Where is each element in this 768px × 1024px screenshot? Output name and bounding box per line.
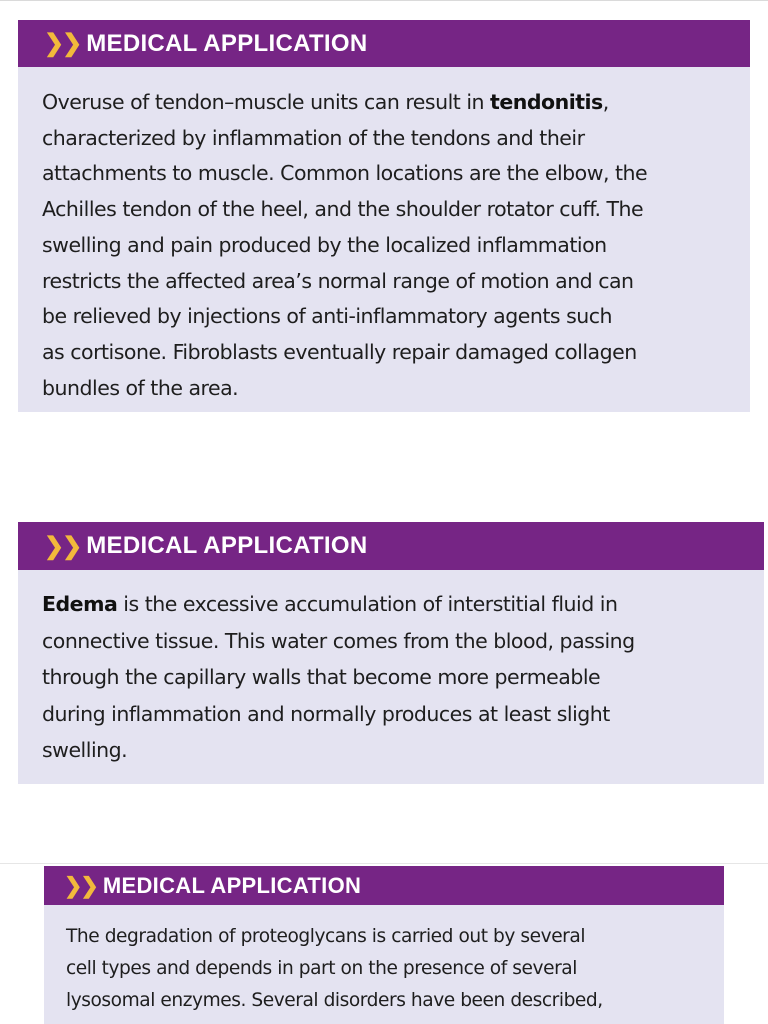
body-line xyxy=(42,659,746,696)
body-line xyxy=(42,335,732,371)
body-text: swelling and pain produced by the localized inflammation xyxy=(42,232,607,257)
body-text: characterized by inflammation of the tendons and their xyxy=(42,125,585,150)
body-line xyxy=(42,623,746,660)
medical-application-box-edema xyxy=(18,522,764,784)
key-term: Edema xyxy=(42,592,118,616)
body-text: lysosomal enzymes. Several disorders have been described, xyxy=(66,990,603,1011)
body-line xyxy=(42,121,732,157)
body-text: during inflammation and normally produces at least slight xyxy=(42,701,610,726)
page-panel-3 xyxy=(0,864,768,1024)
box-heading: MEDICAL APPLICATION xyxy=(86,29,368,57)
double-chevron-icon: ❯❯ xyxy=(64,872,97,898)
body-text: through the capillary walls that become more permeable xyxy=(42,665,601,689)
body-line xyxy=(42,299,732,335)
body-line xyxy=(42,586,746,623)
body-text: swelling. xyxy=(42,738,128,762)
body-line xyxy=(66,953,708,985)
body-line xyxy=(42,85,732,121)
body-line xyxy=(42,371,732,407)
body-line xyxy=(42,696,746,733)
body-text: attachments to muscle. Common locations are the elbow, the xyxy=(42,161,648,186)
box-heading: MEDICAL APPLICATION xyxy=(86,532,368,559)
body-line xyxy=(42,156,732,192)
body-text: cell types and depends in part on the presence of several xyxy=(66,958,577,979)
double-chevron-icon: ❯❯ xyxy=(44,30,81,57)
double-chevron-icon: ❯❯ xyxy=(44,532,81,560)
body-line xyxy=(42,264,732,300)
body-text: The degradation of proteoglycans is carried out by several xyxy=(66,926,586,947)
body-line xyxy=(42,228,732,264)
body-text: as cortisone. Fibroblasts eventually repair damaged collagen xyxy=(42,339,637,364)
key-term: tendonitis xyxy=(490,90,603,114)
box-body-text xyxy=(44,905,724,1017)
body-text: be relieved by injections of anti-inflammatory agents such xyxy=(42,304,613,329)
body-line xyxy=(42,192,732,228)
body-text: Achilles tendon of the heel, and the shoulder rotator cuff. The xyxy=(42,197,644,222)
box-header xyxy=(44,866,724,905)
body-text: , xyxy=(602,90,609,114)
body-text: restricts the affected area’s normal range of motion and can xyxy=(42,268,634,293)
body-text: connective tissue. This water comes from the blood, passing xyxy=(42,628,635,653)
body-line xyxy=(66,985,708,1017)
body-line xyxy=(66,921,708,953)
page-panel-2 xyxy=(0,433,768,864)
body-text: bundles of the area. xyxy=(42,375,239,400)
page-panel-1 xyxy=(0,0,768,434)
body-text: Overuse of tendon–muscle units can result in xyxy=(42,90,491,114)
box-header xyxy=(18,20,750,67)
medical-application-box-proteoglycans xyxy=(44,866,724,1024)
body-text: is the excessive accumulation of interstitial fluid in xyxy=(117,592,618,616)
box-heading: MEDICAL APPLICATION xyxy=(102,872,362,898)
box-body-text xyxy=(18,67,750,406)
box-body-text xyxy=(18,570,764,769)
body-line xyxy=(42,732,746,769)
box-header xyxy=(18,522,764,570)
medical-application-box-tendonitis xyxy=(18,20,750,412)
